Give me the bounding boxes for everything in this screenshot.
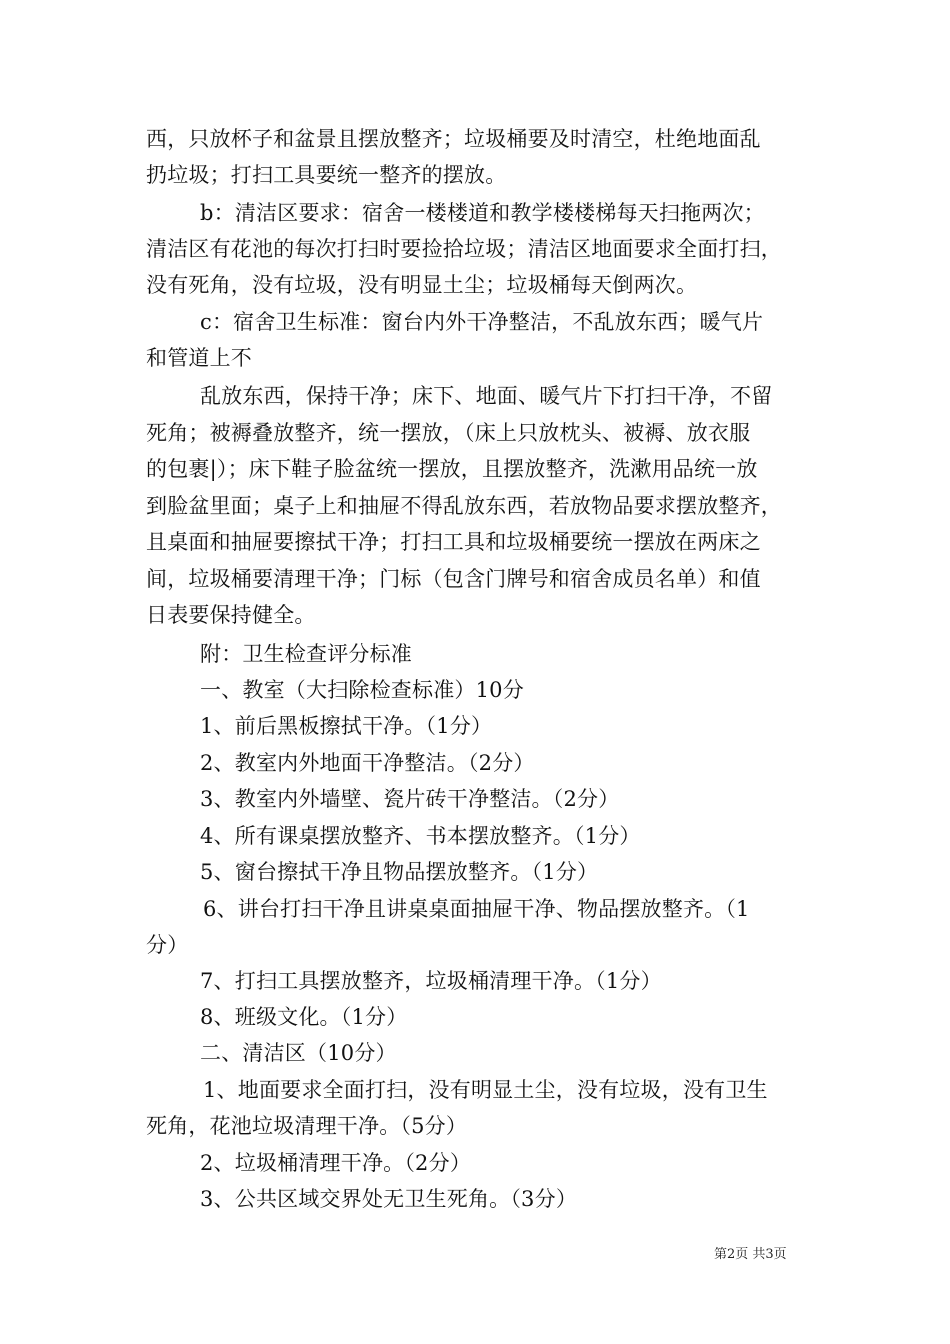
text-line: 的包裹|）；床下鞋子脸盆统一摆放，且摆放整齐，洗漱用品统一放 [146,457,758,481]
text-line: 一、教室（大扫除检查标准）10分 [200,678,524,702]
text-line: 日表要保持健全。 [146,603,316,627]
text-line: 间，垃圾桶要清理干净；门标（包含门牌号和宿舍成员名单）和值 [146,567,761,591]
text-line: 6、讲台打扫干净且讲桌桌面抽屉干净、物品摆放整齐。（1 [203,897,750,921]
text-line: 扔垃圾；打扫工具要统一整齐的摆放。 [146,163,507,187]
text-line: 分） [146,933,189,957]
text-line: 2、教室内外地面干净整洁。（2分） [200,751,535,775]
text-line: 2、垃圾桶清理干净。（2分） [200,1151,472,1175]
text-line: 死角；被褥叠放整齐，统一摆放，（床上只放枕头、被褥、放衣服 [146,421,751,445]
text-line: 西，只放杯子和盆景且摆放整齐；垃圾桶要及时清空，杜绝地面乱 [146,127,761,151]
text-line: 清洁区有花池的每次打扫时要捡拾垃圾；清洁区地面要求全面打扫， [146,237,782,261]
text-line: 且桌面和抽屉要擦拭干净；打扫工具和垃圾桶要统一摆放在两床之 [146,530,761,554]
text-line: 4、所有课桌摆放整齐、书本摆放整齐。（1分） [200,824,641,848]
text-line: 3、教室内外墙壁、瓷片砖干净整洁。（2分） [200,787,620,811]
text-line: 二、清洁区（10分） [200,1041,397,1065]
text-line: 8、班级文化。（1分） [200,1005,408,1029]
text-line: 3、公共区域交界处无卫生死角。（3分） [200,1187,578,1211]
text-line: 到脸盆里面；桌子上和抽屉不得乱放东西，若放物品要求摆放整齐， [146,494,782,518]
text-line: c：宿舍卫生标准：窗台内外干净整洁，不乱放东西；暖气片 [200,310,764,334]
page-number-footer: 第2页 共3页 [714,1247,787,1262]
text-line: b：清洁区要求：宿舍一楼楼道和教学楼楼梯每天扫拖两次； [200,201,765,225]
text-line: 死角，花池垃圾清理干净。（5分） [146,1114,468,1138]
text-line: 1、前后黑板擦拭干净。（1分） [200,714,493,738]
text-line: 没有死角，没有垃圾，没有明显土尘；垃圾桶每天倒两次。 [146,273,698,297]
text-line: 和管道上不 [146,346,252,370]
text-line: 7、打扫工具摆放整齐，垃圾桶清理干净。（1分） [200,969,662,993]
text-line: 1、地面要求全面打扫，没有明显土尘，没有垃圾，没有卫生 [203,1078,768,1102]
text-line: 乱放东西，保持干净；床下、地面、暖气片下打扫干净，不留 [200,384,773,408]
text-line: 附：卫生检查评分标准 [200,642,412,666]
text-line: 5、窗台擦拭干净且物品摆放整齐。（1分） [200,860,599,884]
